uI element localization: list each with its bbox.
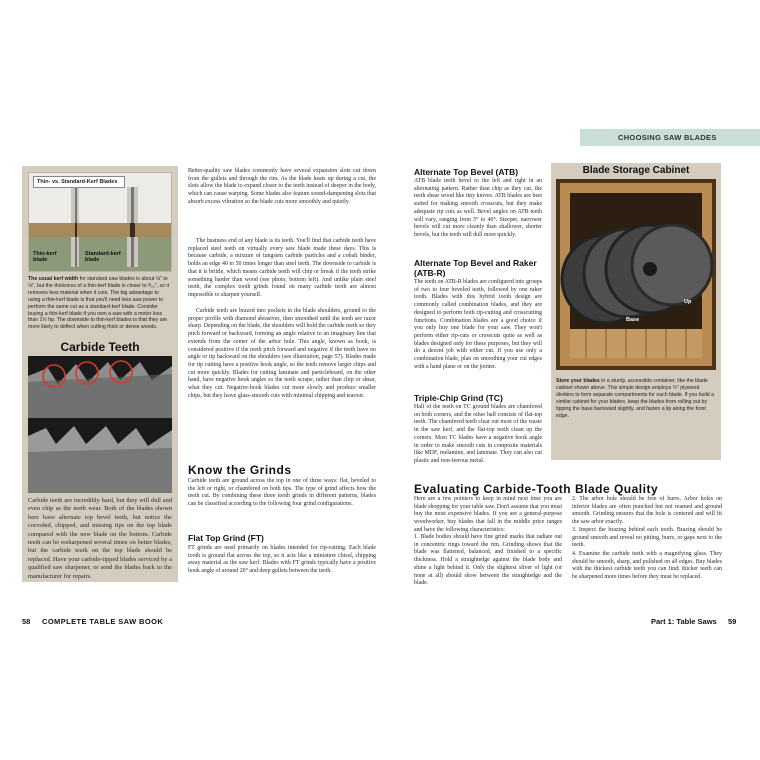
evaluate-item-1: 1. Blade bodies should have fine grind marks that radiate out in concentric rings toward the rim. Grinding shows that the blade was flattened, balanced, and finished to a specific thickness. Hold a straightedge against the blade body and shine a light behind it. Only the slightest sliver of light (or none at all) should show between the straightedge and the blade. [414, 534, 562, 587]
carbide-title: Carbide Teeth [60, 340, 140, 354]
col2-paragraph-1: Better-quality saw blades commonly have several expansion slots cut down from the gullets and through the rim. As the blade heats up during a cut, the slots allow the blade to expand closer to the teeth instead of deeper in the body, which can cause warping. Some blades also feature sound-dampening slots that absorb excess vibration so the blade cuts more smoothly and quietly. [188, 168, 376, 205]
cabinet-caption-text: in a sturdy, accessible container, like the blade cabinet shown above. This simple design employs ¼" plywood dividers to form separate compartments for each blade. If you build a similar cabinet for your blades, keep the blades from rolling out by tipping the base backward slightly, and fasten a lip along the front edge. [556, 378, 715, 419]
right-running-title: Part 1: Table Saws [651, 617, 717, 626]
standard-kerf-label: Standard-kerf blade [85, 251, 121, 263]
thin-kerf-label: Thin-kerf blade [33, 251, 57, 263]
kerf-caption-lead: The usual kerf width [28, 276, 79, 282]
atbr-heading: Alternate Top Bevel and Raker (ATB-R) [414, 258, 537, 278]
blade-cabinet-illustration [556, 179, 716, 370]
atb-text: ATB blade teeth bevel to the left and right in an alternating pattern. Rather than chip as they cut, the teeth shear wood like tiny knives. ATB blades are best suited for making smooth crosscuts, but they make adequate rip cuts as well. Bevel angles on ATB teeth will vary, ranging from 5° to 40°. Steeper, narrower bevels will cut more cleanly than shallower, shorter bevels, but the teeth will dull more quickly. [414, 178, 542, 238]
carbide-photo [28, 356, 172, 493]
cabinet-photo [556, 179, 716, 370]
saw-teeth-illustration [28, 356, 172, 493]
evaluate-item-4: 4. Examine the carbide teeth with a magnifying glass. They should be smooth, sharp, and polished on all edges. Buy blades with the thickest carbide teeth you can find; thicker teeth can be sharpened more times before they must be replaced. [572, 551, 722, 581]
atb-heading: Alternate Top Bevel (ATB) [414, 167, 519, 177]
cabinet-title: Blade Storage Cabinet [582, 165, 690, 176]
kerf-caption-text: for standard saw blades is about ⅛" to ⅛", but the thickness of a thin-kerf blade is closer to ³⁄₃₂", so it removes less material when it cuts. The big advantage to using a thin-kerf blade is that you'll need less saw power to perform the same cut as a standard-kerf blade. Consider buying a thin-kerf blade if you own a saw with a motor less than 1½ hp. The downside to thin-kerf blades is that they are more likely to deflect when cutting thick or dense woods. [28, 276, 170, 331]
evaluate-item-3: 3. Inspect the brazing behind each tooth. Brazing should be ground smooth and reveal no pitting, burrs, or gaps next to the teeth. [572, 527, 722, 549]
section-header-tab: CHOOSING SAW BLADES [580, 129, 760, 146]
kerf-figure-title: Thin- vs. Standard-Kerf Blades [33, 176, 125, 188]
cabinet-up-label: Up [684, 299, 692, 305]
cabinet-base-label: Base [626, 317, 640, 323]
cabinet-caption-lead: Store your blades [556, 378, 600, 384]
know-grinds-text: Carbide teeth are ground across the top in one of three ways: flat, beveled to the left or right, or chamfered on both tips. The type of grind affects how the teeth cut. By combining these three tooth grinds in different patterns, blades can be classified according to the following four grind configurations. [188, 478, 376, 508]
evaluate-intro: Here are a few pointers to keep in mind next time you are blade shopping for your table saw. Don't assume that you must buy the most expensive blades. If you are a general-purpose woodworker, buy blades that fall in the middle price ranges and have the following characteristics: [414, 496, 562, 533]
evaluate-item-2: 2. The arbor hole should be free of burrs. Arbor holes on inferior blades are often punched but not reamed and ground smooth. Grinding ensures that the hole is centered and will fit the saw arbor exactly. [572, 496, 722, 526]
triple-chip-heading: Triple-Chip Grind (TC) [414, 393, 503, 403]
flat-top-text: FT grinds are used primarily on blades intended for rip-cutting. Each blade tooth is ground flat across the top, so it acts like a miniature chisel, chipping away material as the saw kerf. Blades with FT grinds typically have a positive hook angle of around 20° and deep gullets between the teeth. [188, 545, 376, 575]
col2-paragraph-2: The business end of any blade is its teeth. You'll find that carbide teeth have replaced steel teeth on virtually every saw blade made these days. This is because carbide, a mixture of tungsten carbide particles and a cobalt binder, holds an edge 40 to 50 times longer than steel teeth. The downside to carbide is that it is brittle, which means carbide teeth will chip or break if the teeth strike something harder than wood (see photo, bottom left). And unlike plain steel teeth, the complex tooth grinds found on many carbide teeth are almost impossible to sharpen yourself. [188, 238, 376, 298]
cabinet-caption [556, 378, 716, 419]
flat-top-heading: Flat Top Grind (FT) [188, 533, 264, 543]
carbide-text: Carbide teeth are incredibly hard, but they will dull and even chip as the teeth wear. Both of the blades shown here have alternate top bevel teeth, but notice the corroded, chipped, and missing tips on the top blade compared with the new blade on the bottom. Carbide teeth can be resharpened several times on better blades, but the carbide teeth on the top blade should be replaced. Have your carbide-tipped blades serviced by a qualified saw sharpener, or send the blades back to the manufacturer for repairs. [28, 497, 172, 580]
atbr-text: The teeth on ATB-R blades are configured into groups of two to four beveled teeth, followed by one raker tooth. Blades with this hybrid tooth design are commonly called combination blades, and they are designed to perform both rip-cutting and crosscutting functions. Combination blades are a good choice if you only buy one blade for your saw. They won't perform either rip-cuts or crosscuts quite as well as blades designed only for these purposes, but they will do a decent job with either cut. If you use only a combination blade, plan on smoothing your cut edges with a hand plane or on the jointer. [414, 279, 542, 370]
evaluate-heading: Evaluating Carbide-Tooth Blade Quality [414, 482, 659, 496]
right-page-number: 59 [728, 617, 737, 626]
left-page-number: 58 [22, 617, 31, 626]
left-running-title: COMPLETE TABLE SAW BOOK [42, 617, 164, 626]
know-grinds-heading: Know the Grinds [188, 463, 292, 477]
kerf-photo [28, 172, 172, 272]
col2-paragraph-3: Carbide teeth are brazed into pockets in the blade shoulders, ground to the proper profile with diamond abrasives, then smoothed until the teeth are razor sharp. Depending on the blade, the shoulders will hold the carbide teeth so they pitch forward or backward, forming an angle relative to an imaginary line that extends from the center of the arbor hole. This angle, known as hook, is considered positive if the teeth pitch forward and negative if the teeth have no angle or tip backward on the shoulders (see illustration, page 57). Blades made for rip cutting have a positive hook angle, so the teeth remove larger chips and cut more quickly. Blades for cutting laminate and particleboard, on the other hand, have negative hook angles so the teeth scrape, rather than chip or shear, what they cut. Negative-hook blades cut more slowly and produce smaller chips, but they leave glass-smooth cuts with minimal chipping and tearout. [188, 308, 376, 399]
triple-chip-text: Half of the teeth on TC ground blades are chamfered on both corners, and the other half consists of flat-top teeth. The chamfered teeth clear out most of the waste in the saw kerf, and the flat-top teeth clean up the corners. Most TC blades have a negative hook angle in order to make smooth cuts in composite materials like MDF, melamine, and laminate. They can also cut plastic and non-ferrous metal. [414, 404, 542, 464]
kerf-caption [28, 276, 172, 331]
